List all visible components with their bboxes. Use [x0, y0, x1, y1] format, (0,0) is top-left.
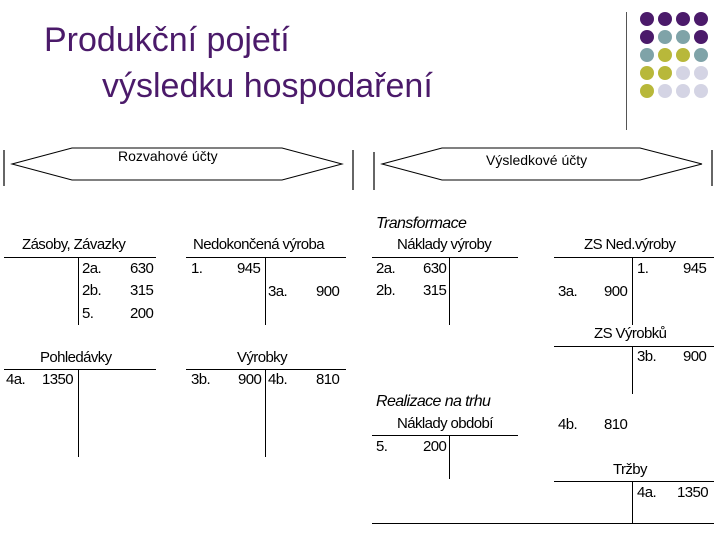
page-title-line2: výsledku hospodaření: [102, 67, 433, 105]
entry-value: 810: [316, 371, 340, 388]
entry-label: 3b.: [191, 371, 211, 388]
entry-label: 2a.: [82, 260, 102, 277]
decor-dot: [676, 30, 690, 44]
decor-dot: [640, 30, 654, 44]
balance-accounts-label: Rozvahové účty: [118, 148, 218, 164]
entry-value: 945: [237, 260, 261, 277]
entry-value: 315: [423, 282, 447, 299]
account-title: Nedokončená výroba: [193, 236, 324, 253]
result-accounts-label: Výsledkové účty: [486, 152, 588, 168]
entry-label: 4a.: [6, 371, 26, 388]
entry-label: 5.: [376, 438, 388, 455]
entry-value: 630: [130, 260, 154, 277]
account-title: Výrobky: [237, 349, 287, 366]
decor-dot: [658, 30, 672, 44]
decor-dot: [640, 66, 654, 80]
entry-value: 810: [604, 416, 628, 433]
entry-label: 5.: [82, 305, 94, 322]
decor-dot: [694, 84, 708, 98]
account-title: Tržby: [613, 461, 647, 478]
entry-label: 2b.: [376, 282, 396, 299]
entry-value: 900: [316, 283, 340, 300]
entry-value: 1350: [42, 371, 73, 388]
decor-dot: [676, 84, 690, 98]
entry-label: 3b.: [637, 348, 657, 365]
entry-value: 200: [423, 438, 447, 455]
account-title: Náklady období: [397, 415, 493, 432]
entry-label: 4b.: [558, 416, 578, 433]
account-title: Pohledávky: [40, 349, 112, 366]
entry-value: 200: [130, 305, 154, 322]
account-title: ZS Ned.výroby: [584, 236, 676, 253]
entry-label: 2b.: [82, 282, 102, 299]
decor-dot: [658, 48, 672, 62]
decor-dot: [694, 12, 708, 26]
decor-dot: [640, 48, 654, 62]
decor-dot: [640, 12, 654, 26]
decor-divider: [626, 12, 627, 130]
entry-value: 945: [683, 260, 707, 277]
decor-dot: [694, 48, 708, 62]
entry-label: 3a.: [558, 283, 578, 300]
bottom-rule: [372, 523, 714, 524]
entry-value: 900: [238, 371, 262, 388]
entry-value: 900: [683, 348, 707, 365]
entry-label: 1.: [637, 260, 649, 277]
decor-dot: [676, 12, 690, 26]
decor-dot: [658, 12, 672, 26]
entry-value: 630: [423, 260, 447, 277]
decor-dot: [640, 84, 654, 98]
entry-label: 3a.: [268, 283, 288, 300]
entry-label: 4a.: [637, 484, 657, 501]
entry-label: 1.: [191, 260, 203, 277]
section-transformace: Transformace: [376, 215, 467, 232]
entry-value: 315: [130, 282, 154, 299]
result-accounts-arrow: [372, 140, 716, 200]
entry-value: 900: [604, 283, 628, 300]
account-title: Náklady výroby: [397, 236, 492, 253]
decor-dot: [676, 48, 690, 62]
decor-dot: [676, 66, 690, 80]
page-title-line1: Produkční pojetí: [44, 21, 290, 59]
account-title: ZS Výrobků: [594, 325, 667, 342]
decor-dot: [658, 66, 672, 80]
decor-dot: [658, 84, 672, 98]
account-title: Zásoby, Závazky: [22, 236, 126, 253]
entry-label: 4b.: [268, 371, 288, 388]
entry-value: 1350: [677, 484, 708, 501]
decor-dot: [694, 30, 708, 44]
section-realizace: Realizace na trhu: [376, 393, 491, 410]
entry-label: 2a.: [376, 260, 396, 277]
decor-dot: [694, 66, 708, 80]
